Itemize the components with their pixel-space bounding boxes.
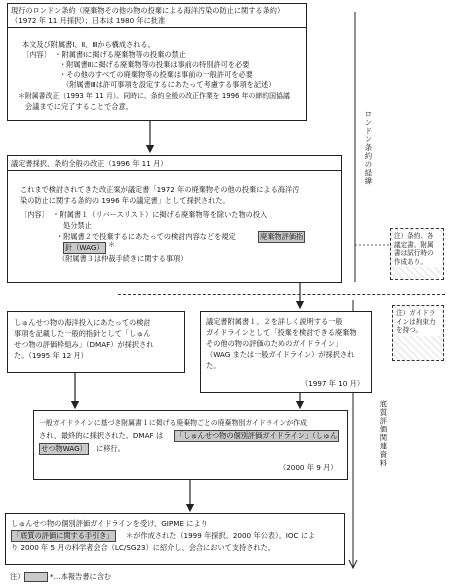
section-divider bbox=[118, 294, 445, 295]
box-dmaf bbox=[7, 311, 185, 373]
box6-line-1: しゅんせつ物の個別評価ガイドラインを受け、GIPME により bbox=[11, 519, 208, 528]
box2-line-4: 処分禁止 bbox=[63, 221, 92, 230]
box3-line-2: 事項を記載した一般的指針として「しゅん bbox=[14, 329, 151, 338]
box6-highlight: 「底質の評価に関する手引き」 bbox=[13, 531, 114, 540]
box4-line-4: （WAG または一般ガイドライン）が採択され bbox=[206, 350, 355, 359]
box3-line-4: た。（1995 年 12 月） bbox=[14, 351, 88, 360]
box6-line-2: ＊が作成された（1999 年採択、2000 年公表）。IOC によ bbox=[126, 531, 316, 540]
box5-highlight-a: 「しゅんせつ物の個別評価ガイドライン」（しゅん bbox=[176, 431, 338, 440]
footer-note: *…本報告書に含む bbox=[50, 572, 112, 581]
box3-line-1: しゅんせつ物の海洋投入にあたっての検討 bbox=[14, 318, 151, 327]
box-sediment-guide bbox=[5, 513, 345, 565]
box-london-convention bbox=[7, 3, 307, 121]
box2-highlight-wag-b: 針（WAG） bbox=[65, 243, 104, 252]
box-dredged-wag bbox=[33, 410, 348, 480]
side-label-history: ロンドン条約の経緯 bbox=[364, 110, 373, 186]
box2-title: 議定書採択、条約全般の改正（1996 年 11 月） bbox=[11, 159, 168, 168]
box1-line-6: ＊附属書改正（1993 年 11 月）。同時に、条約全般の改正作業を 1996 年の締約国協議 bbox=[18, 92, 290, 100]
box1-date: （1972 年 11 月採択）；日本は 1980 年に批准 bbox=[11, 16, 166, 25]
note-protocol bbox=[390, 228, 444, 280]
box2-highlight-wag-a: 廃棄物評価指 bbox=[260, 232, 304, 241]
box1-title: 現行のロンドン条約（廃棄物その他の物の投棄による海洋汚染の防止に関する条約） bbox=[11, 6, 285, 15]
box1-line-3: ・附属書Ⅱに掲げる廃棄物等の投棄は事前の特別許可を必要 bbox=[59, 60, 250, 69]
box6-line-3: り 2000 年 5 月の科学者会合（LC/SG23）に紹介し、会合において支持された。 bbox=[11, 543, 275, 552]
box2-line-6: （附属書３は仲裁手続きに関する事項） bbox=[58, 254, 188, 263]
box5-highlight-b: せつ物WAG） bbox=[41, 444, 87, 453]
box5-line-1: 一般ガイドラインに基づき附属書１に掲げる廃棄物ごとの廃棄物別ガイドラインが作成 bbox=[39, 419, 307, 427]
box1-divider bbox=[8, 27, 306, 28]
box4-line-5: た。 bbox=[206, 361, 221, 370]
box2-divider bbox=[8, 170, 341, 171]
box4-date: （1997 年 10 月） bbox=[301, 379, 365, 388]
side-label-sediment-materials: 底質評価関連資料 bbox=[379, 400, 388, 468]
box1-line-4: ・その他のすべての廃棄物等の投棄は事前の一般許可を必要 bbox=[59, 70, 253, 79]
box1-line-2: 〔内容〕 ・附属書Ⅰに掲げる廃棄物等の投棄の禁止 bbox=[22, 50, 186, 59]
box2-line-3: 〔内容〕 ・附属書１（リバースリスト）に掲げる廃棄物等を除いた物の投入 bbox=[20, 210, 268, 219]
box4-line-1: 議定書附属書１、２を詳しく説明する一般 bbox=[206, 317, 343, 326]
box1-line-1: 本文及び附属書Ⅰ、Ⅱ、Ⅲから構成される。 bbox=[22, 40, 155, 49]
box1-line-7: 会議までに完了することで合意。 bbox=[25, 102, 133, 111]
note-guideline bbox=[392, 305, 444, 361]
box2-star: ＊ bbox=[108, 240, 116, 249]
note-protocol-text: 注）条約、各議定書、附属書は試行時の作成あり。 bbox=[393, 231, 441, 267]
box3-line-3: せつ物の評価枠組み」（DMAF）が採択され bbox=[14, 340, 154, 349]
box4-line-3: その他の物の評価のためのガイドライン」 bbox=[206, 339, 343, 348]
note-guideline-text: 注）ガイドラインは拘束力を持つ。 bbox=[395, 308, 441, 336]
box2-line-2: 染の防止に関する条約の 1996 年の議定書」として採択された。 bbox=[20, 196, 230, 205]
footer-swatch bbox=[24, 572, 48, 582]
box5-line-3: に移行。 bbox=[96, 444, 125, 453]
box5-line-2: され、最終的に採択された。DMAF は bbox=[39, 431, 164, 440]
box5-date: （2000 年 9 月） bbox=[279, 463, 338, 472]
box-wag-guideline bbox=[200, 311, 372, 393]
box2-line-1: これまで検討されてきた改正案が議定書「1972 年の廃棄物その他の投棄による海洋汚 bbox=[20, 185, 300, 194]
box4-line-2: ガイドラインとして「投棄を検討できる廃棄物 bbox=[206, 328, 357, 337]
footer-prefix: 注） bbox=[10, 572, 25, 581]
box-protocol-1996 bbox=[7, 155, 342, 283]
box1-line-5: （附属書Ⅲは許可事項を設定するにあたって考慮する事項を記述） bbox=[62, 80, 276, 89]
box2-line-5: ・附属書２で投棄するにあたっての検討内容などを規定 bbox=[56, 232, 236, 241]
